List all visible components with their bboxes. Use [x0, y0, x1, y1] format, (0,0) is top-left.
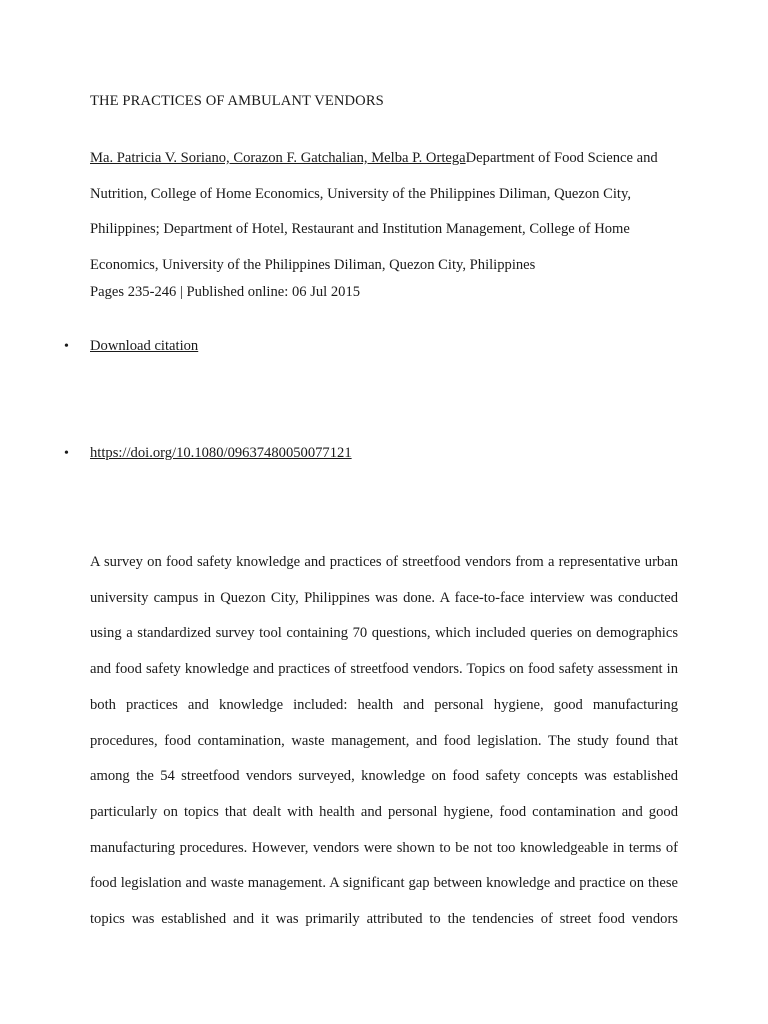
authors-affiliation-block: [90, 141, 690, 283]
affiliation-text: Department of Food Science and Nutrition, College of Home Economics, University of the Philippines Diliman, Quezon City, Philippines; Department of Hotel, Restaurant and Institution Management, College of Home Economics, University of the Philippines Diliman, Quezon City, Philippines: [90, 150, 658, 273]
author-names-link[interactable]: Ma. Patricia V. Soriano, Corazon F. Gatchalian, Melba P. Ortega: [90, 150, 466, 166]
bullet-icon: •: [64, 339, 69, 354]
pages-published-info: Pages 235-246 | Published online: 06 Jul 2015: [90, 284, 361, 300]
download-citation-link[interactable]: Download citation: [90, 338, 199, 354]
bullet-icon: •: [64, 446, 69, 461]
doi-item: [64, 445, 352, 462]
doi-link[interactable]: https://doi.org/10.1080/09637480050077121: [90, 445, 352, 461]
download-citation-item: [64, 338, 198, 355]
document-title: THE PRACTICES OF AMBULANT VENDORS: [90, 93, 384, 109]
abstract-paragraph: A survey on food safety knowledge and practices of streetfood vendors from a representative urban university campus in Quezon City, Philippines was done. A face-to-face interview was conducted using a standardized survey tool containing 70 questions, which included queries on demographics and food safety knowledge and practices of streetfood vendors. Topics on food safety assessment in both practices and knowledge included: health and personal hygiene, good manufacturing procedures, food contamination, waste management, and food legislation. The study found that among the 54 streetfood vendors surveyed, knowledge on food safety concepts was established particularly on topics that dealt with health and personal hygiene, food contamination and good manufacturing procedures. However, vendors were shown to be not too knowledgeable in terms of food legislation and waste management. A significant gap between knowledge and practice on these topics was established and it was primarily attributed to the tendencies of street food vendors: [90, 554, 678, 928]
